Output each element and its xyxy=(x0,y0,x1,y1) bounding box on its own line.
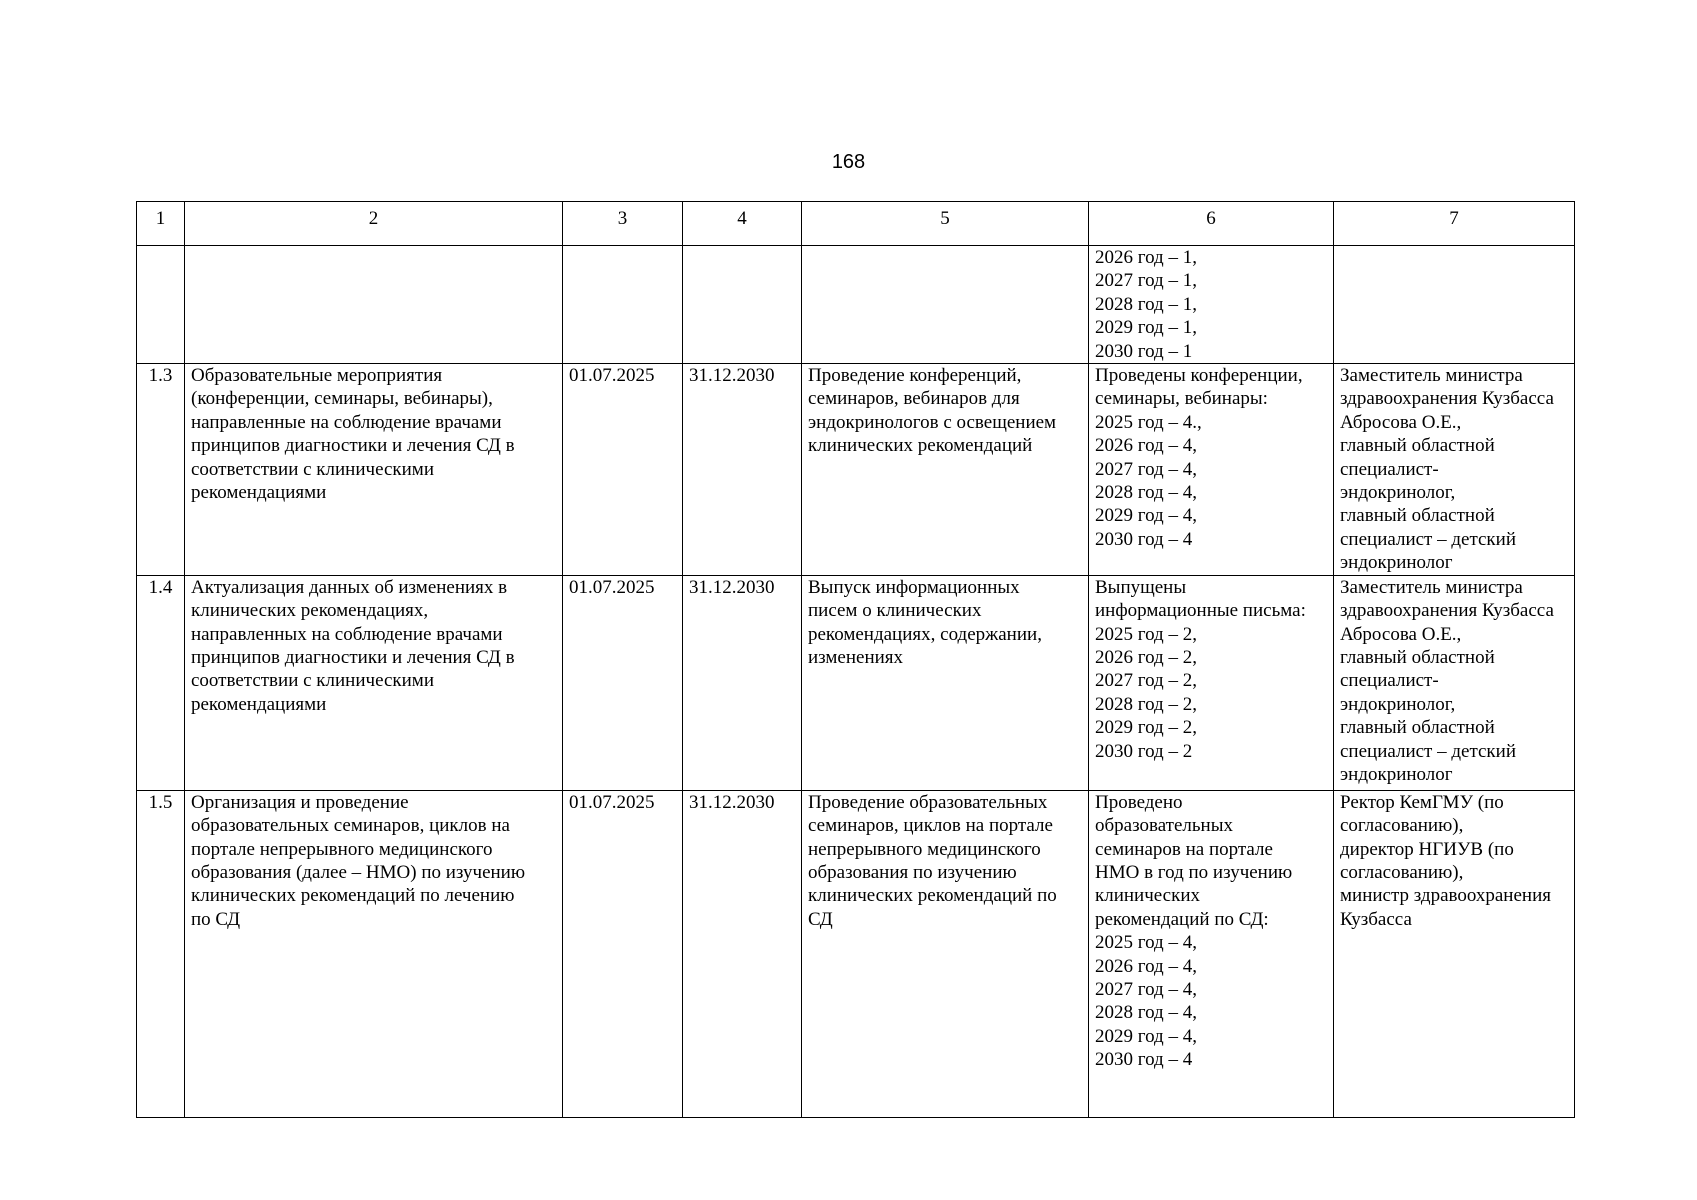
responsible-cell xyxy=(1334,575,1575,790)
event-line: по СД xyxy=(191,908,241,930)
responsible-line: здравоохранения Кузбасса xyxy=(1340,600,1554,622)
responsible-line: главный областной xyxy=(1340,505,1495,527)
indicator-line: 2029 год – 4, xyxy=(1095,505,1197,527)
column-header: 1 xyxy=(137,202,185,246)
column-header: 6 xyxy=(1089,202,1334,246)
indicator-line: 2025 год – 4, xyxy=(1095,932,1197,954)
start-date: 01.07.2025 xyxy=(563,790,683,1117)
responsible-line: эндокринолог xyxy=(1340,552,1453,574)
responsible-line: главный областной xyxy=(1340,717,1495,739)
indicator-line: 2026 год – 4, xyxy=(1095,435,1197,457)
event-line: принципов диагностики и лечения СД в xyxy=(191,435,515,457)
event-line: образовательных семинаров, циклов на xyxy=(191,815,510,837)
event-line: (конференции, семинары, вебинары), xyxy=(191,388,493,410)
result-line: Проведение образовательных xyxy=(808,791,1048,813)
indicator-line: 2028 год – 4, xyxy=(1095,1002,1197,1024)
indicator-line: образовательных xyxy=(1095,815,1233,837)
indicator-line: 2026 год – 1, xyxy=(1095,247,1197,268)
responsible-line: эндокринолог, xyxy=(1340,482,1456,504)
event-line: портале непрерывного медицинского xyxy=(191,838,493,860)
event-line: клинических рекомендациях, xyxy=(191,600,429,622)
result-line: семинаров, вебинаров для xyxy=(808,388,1020,410)
indicator-line: 2028 год – 4, xyxy=(1095,482,1197,504)
header-row xyxy=(137,202,1575,246)
responsible-line: согласованию), xyxy=(1340,815,1464,837)
responsible-cell xyxy=(1334,246,1575,364)
responsible-line: Абросова О.Е., xyxy=(1340,411,1462,433)
indicator-line: 2030 год – 4 xyxy=(1095,1049,1193,1071)
event-line: клинических рекомендаций по лечению xyxy=(191,885,515,907)
responsible-line: главный областной xyxy=(1340,435,1495,457)
end-date: 31.12.2030 xyxy=(683,790,802,1117)
event-line: соответствии с клиническими xyxy=(191,670,434,692)
indicator-line: 2025 год – 4., xyxy=(1095,411,1202,433)
indicator-line: 2027 год – 1, xyxy=(1095,270,1197,292)
event-cell xyxy=(185,364,563,576)
column-header: 3 xyxy=(563,202,683,246)
indicator-line: 2030 год – 1 xyxy=(1095,340,1193,362)
responsible-line: специалист- xyxy=(1340,458,1439,480)
indicator-line: клинических xyxy=(1095,885,1201,907)
event-line: направленные на соблюдение врачами xyxy=(191,411,502,433)
indicator-line: 2029 год – 2, xyxy=(1095,717,1197,739)
indicator-line: 2027 год – 2, xyxy=(1095,670,1197,692)
indicator-line: 2030 год – 2 xyxy=(1095,740,1193,762)
result-cell xyxy=(802,575,1089,790)
indicator-line: Проведено xyxy=(1095,791,1183,813)
event-line: Образовательные мероприятия xyxy=(191,365,443,387)
event-line: образования (далее – НМО) по изучению xyxy=(191,861,526,883)
result-cell xyxy=(802,790,1089,1117)
responsible-line: Абросова О.Е., xyxy=(1340,623,1462,645)
column-header: 5 xyxy=(802,202,1089,246)
row-number: 1.4 xyxy=(137,575,185,790)
responsible-cell xyxy=(1334,790,1575,1117)
indicator-line: 2026 год – 4, xyxy=(1095,955,1197,977)
start-date: 01.07.2025 xyxy=(563,364,683,576)
event-line: рекомендациями xyxy=(191,482,327,504)
column-header: 2 xyxy=(185,202,563,246)
indicator-line: 2025 год – 2, xyxy=(1095,623,1197,645)
event-line: рекомендациями xyxy=(191,693,327,715)
indicator-line: 2028 год – 1, xyxy=(1095,293,1197,315)
responsible-line: специалист- xyxy=(1340,670,1439,692)
responsible-line: министр здравоохранения xyxy=(1340,885,1551,907)
result-line: непрерывного медицинского xyxy=(808,838,1041,860)
result-line: писем о клинических xyxy=(808,600,982,622)
result-cell xyxy=(802,364,1089,576)
event-line: принципов диагностики и лечения СД в xyxy=(191,646,515,668)
result-line: изменениях xyxy=(808,646,904,668)
indicators-cell xyxy=(1089,246,1334,364)
table-row xyxy=(137,790,1575,1117)
event-cell xyxy=(185,246,563,364)
responsible-line: Заместитель министра xyxy=(1340,365,1523,387)
indicator-line: 2027 год – 4, xyxy=(1095,458,1197,480)
plan-table xyxy=(136,201,1575,1118)
indicator-line: семинары, вебинары: xyxy=(1095,388,1268,410)
indicator-line: НМО в год по изучению xyxy=(1095,861,1293,883)
indicator-line: Выпущены xyxy=(1095,576,1187,598)
result-line: Выпуск информационных xyxy=(808,576,1020,598)
indicator-line: 2028 год – 2, xyxy=(1095,693,1197,715)
result-cell xyxy=(802,246,1089,364)
event-cell xyxy=(185,790,563,1117)
start-date: 01.07.2025 xyxy=(563,575,683,790)
responsible-line: Заместитель министра xyxy=(1340,576,1523,598)
responsible-line: главный областной xyxy=(1340,646,1495,668)
page-number: 168 xyxy=(831,151,866,173)
responsible-line: согласованию), xyxy=(1340,861,1464,883)
row-number: 1.3 xyxy=(137,364,185,576)
responsible-line: эндокринолог, xyxy=(1340,693,1456,715)
indicator-line: информационные письма: xyxy=(1095,600,1306,622)
row-number xyxy=(137,246,185,364)
indicator-line: 2027 год – 4, xyxy=(1095,978,1197,1000)
responsible-line: здравоохранения Кузбасса xyxy=(1340,388,1554,410)
responsible-line: эндокринолог xyxy=(1340,763,1453,785)
responsible-line: специалист – детский xyxy=(1340,740,1516,762)
table-row xyxy=(137,364,1575,576)
event-cell xyxy=(185,575,563,790)
result-line: семинаров, циклов на портале xyxy=(808,815,1053,837)
result-line: Проведение конференций, xyxy=(808,365,1022,387)
responsible-line: специалист – детский xyxy=(1340,528,1516,550)
indicators-cell xyxy=(1089,364,1334,576)
result-line: рекомендациях, содержании, xyxy=(808,623,1042,645)
event-line: Актуализация данных об изменениях в xyxy=(191,576,508,598)
indicator-line: рекомендаций по СД: xyxy=(1095,908,1269,930)
table-row xyxy=(137,246,1575,364)
responsible-line: директор НГИУВ (по xyxy=(1340,838,1514,860)
end-date: 31.12.2030 xyxy=(683,575,802,790)
event-line: направленных на соблюдение врачами xyxy=(191,623,503,645)
end-date xyxy=(683,246,802,364)
indicators-cell xyxy=(1089,790,1334,1117)
table-row xyxy=(137,575,1575,790)
row-number: 1.5 xyxy=(137,790,185,1117)
indicator-line: Проведены конференции, xyxy=(1095,365,1303,387)
column-header: 4 xyxy=(683,202,802,246)
indicator-line: 2026 год – 2, xyxy=(1095,646,1197,668)
responsible-line: Кузбасса xyxy=(1340,908,1412,930)
indicator-line: 2029 год – 1, xyxy=(1095,317,1197,339)
result-line: эндокринологов с освещением xyxy=(808,411,1057,433)
start-date xyxy=(563,246,683,364)
indicator-line: 2029 год – 4, xyxy=(1095,1025,1197,1047)
indicator-line: 2030 год – 4 xyxy=(1095,528,1193,550)
result-line: СД xyxy=(808,908,833,930)
indicator-line: семинаров на портале xyxy=(1095,838,1273,860)
event-line: соответствии с клиническими xyxy=(191,458,434,480)
event-line: Организация и проведение xyxy=(191,791,409,813)
column-header: 7 xyxy=(1334,202,1575,246)
result-line: клинических рекомендаций xyxy=(808,435,1033,457)
end-date: 31.12.2030 xyxy=(683,364,802,576)
result-line: образования по изучению xyxy=(808,861,1017,883)
result-line: клинических рекомендаций по xyxy=(808,885,1057,907)
responsible-cell xyxy=(1334,364,1575,576)
indicators-cell xyxy=(1089,575,1334,790)
responsible-line: Ректор КемГМУ (по xyxy=(1340,791,1504,813)
